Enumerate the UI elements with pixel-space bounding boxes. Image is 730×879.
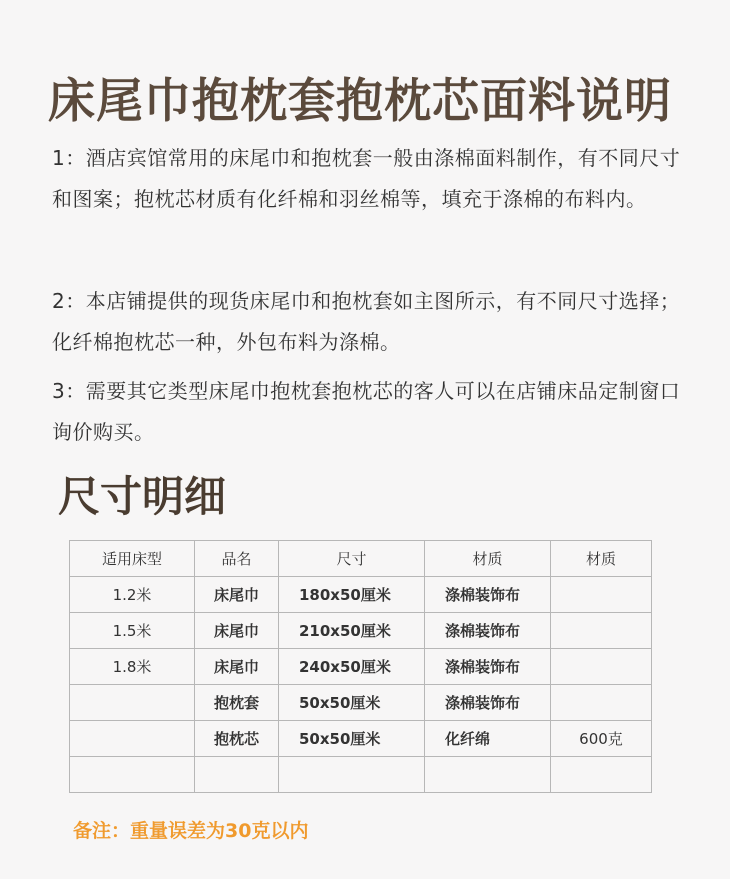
header-material-2: 材质	[551, 541, 652, 577]
cell-bed-type: 1.2米	[70, 577, 195, 613]
cell-bed-type	[70, 757, 195, 793]
header-size: 尺寸	[279, 541, 425, 577]
cell-product-name: 床尾巾	[195, 577, 279, 613]
cell-material-2	[551, 649, 652, 685]
cell-material-2	[551, 577, 652, 613]
cell-size	[279, 757, 425, 793]
cell-size: 240x50厘米	[279, 649, 425, 685]
note-text: 备注：重量误差为30克以内	[73, 820, 309, 842]
size-table	[69, 540, 652, 793]
header-bed-type: 适用床型	[70, 541, 195, 577]
cell-material-2	[551, 757, 652, 793]
cell-material: 涤棉装饰布	[425, 577, 551, 613]
cell-material: 化纤绵	[425, 721, 551, 757]
paragraph-1: 1：酒店宾馆常用的床尾巾和抱枕套一般由涤棉面料制作，有不同尺寸和图案；抱枕芯材质有化纤棉和羽丝棉等，填充于涤棉的布料内。	[52, 146, 681, 211]
page-title: 床尾巾抱枕套抱枕芯面料说明	[48, 74, 672, 129]
paragraph-3: 3：需要其它类型床尾巾抱枕套抱枕芯的客人可以在店铺床品定制窗口询价购买。	[52, 379, 681, 444]
table-row	[70, 685, 652, 721]
table-row	[70, 613, 652, 649]
cell-material-2	[551, 685, 652, 721]
cell-bed-type: 1.5米	[70, 613, 195, 649]
header-material: 材质	[425, 541, 551, 577]
cell-bed-type: 1.8米	[70, 649, 195, 685]
cell-product-name	[195, 757, 279, 793]
cell-size: 180x50厘米	[279, 577, 425, 613]
cell-product-name: 床尾巾	[195, 613, 279, 649]
paragraph-2: 2：本店铺提供的现货床尾巾和抱枕套如主图所示，有不同尺寸选择；化纤棉抱枕芯一种，外包布料为涤棉。	[52, 289, 681, 354]
cell-material: 涤棉装饰布	[425, 649, 551, 685]
table-row	[70, 577, 652, 613]
cell-bed-type	[70, 721, 195, 757]
cell-material-2: 600克	[551, 721, 652, 757]
header-product-name: 品名	[195, 541, 279, 577]
cell-material: 涤棉装饰布	[425, 685, 551, 721]
cell-material: 涤棉装饰布	[425, 613, 551, 649]
cell-bed-type	[70, 685, 195, 721]
cell-size: 50x50厘米	[279, 685, 425, 721]
cell-product-name: 抱枕芯	[195, 721, 279, 757]
cell-product-name: 抱枕套	[195, 685, 279, 721]
cell-product-name: 床尾巾	[195, 649, 279, 685]
section-title: 尺寸明细	[58, 472, 227, 521]
cell-material	[425, 757, 551, 793]
cell-size: 50x50厘米	[279, 721, 425, 757]
cell-material-2	[551, 613, 652, 649]
cell-size: 210x50厘米	[279, 613, 425, 649]
table-row	[70, 757, 652, 793]
table-header-row	[70, 541, 652, 577]
table-row	[70, 649, 652, 685]
table-row	[70, 721, 652, 757]
